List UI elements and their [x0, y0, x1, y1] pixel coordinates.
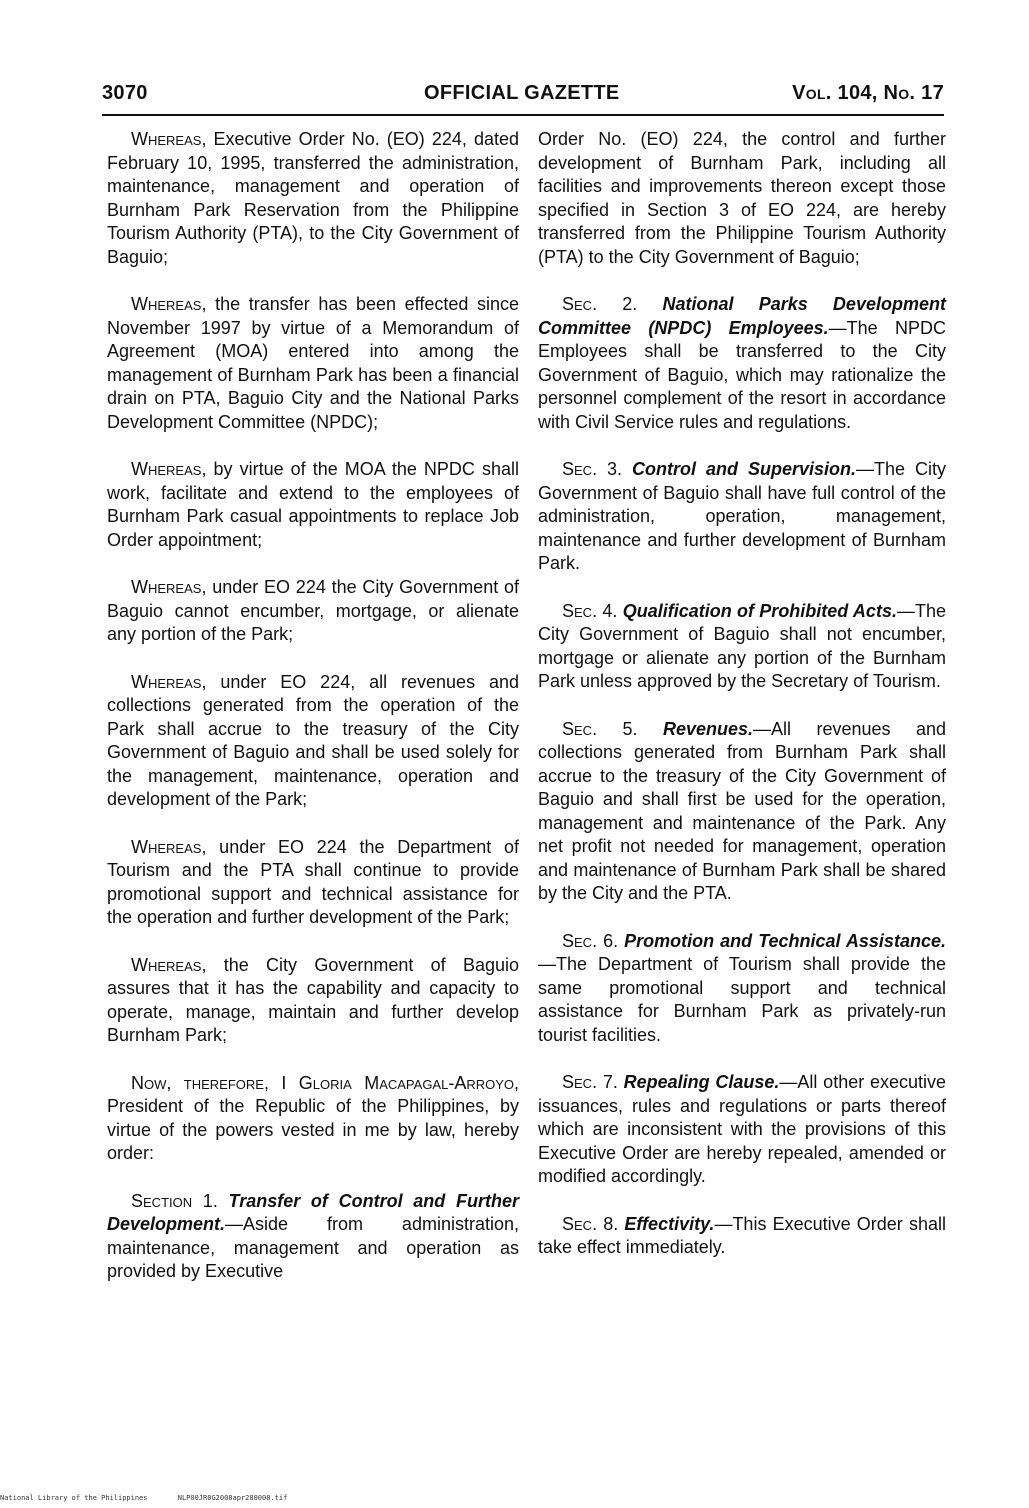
section-title: Effectivity.: [624, 1213, 715, 1234]
section-8: [538, 1213, 946, 1260]
clause-lead: Whereas,: [131, 954, 207, 975]
section-label: Sec. 3.: [562, 459, 623, 479]
whereas-clause-7: [107, 954, 519, 1048]
library-credit: National Library of the Philippines: [0, 1494, 148, 1502]
clause-lead: Whereas,: [131, 459, 207, 479]
whereas-clause-4: [107, 576, 519, 647]
section-text: —All revenues and collections generated from Burnham Park shall accrue to the treasury of the City Government of Baguio and shall first be used for the operation, management and maintenance of the Park. Any net profit not needed for management, operation and maintenance of Burnham Park shall be shared by the City and the PTA.: [538, 718, 946, 903]
publication-title: OFFICIAL GAZETTE: [424, 82, 620, 104]
section-title: Promotion and Technical Assistance.: [624, 930, 946, 951]
whereas-clause-5: [107, 671, 519, 812]
section-3: [538, 458, 946, 576]
section-text: —The City Government of Baguio shall have full control of the administration, operation, management, maintenance and further development of Burnham Park.: [538, 459, 946, 573]
section-text: —The Department of Tourism shall provide the same promotional support and technical assistance for Burnham Park as privately-run tourist facilities.: [538, 954, 946, 1045]
clause-lead: Whereas,: [131, 129, 207, 149]
clause-lead: Whereas,: [131, 294, 207, 314]
clause-text: under EO 224, all revenues and collections generated from the operation of the Park shall accrue to the treasury of the City Government of Baguio and shall be used solely for the management, maintenance, operation and development of the Park;: [107, 671, 519, 809]
section-2: [538, 293, 946, 434]
section-title: Qualification of Prohibited Acts.: [622, 600, 897, 621]
section-title: Transfer of Control and Further Development.: [107, 1190, 519, 1234]
clause-text: President of the Republic of the Philippines, by virtue of the powers vested in me by law, hereby order:: [107, 1096, 519, 1163]
clause-lead: Now, therefore, I Gloria Macapagal-Arroyo,: [131, 1072, 519, 1093]
section-title: Revenues.: [662, 718, 754, 739]
clause-text: under EO 224 the Department of Tourism and the PTA shall continue to provide promotional support and technical assistance for the operation and further development of the Park;: [107, 836, 519, 927]
clause-lead: Whereas,: [131, 836, 207, 857]
page-header: [102, 80, 944, 116]
section-5: [538, 718, 946, 906]
section-text: —The NPDC Employees shall be transferred to the City Government of Baguio, which may rationalize the personnel complement of the resort in accordance with Civil Service rules and regulations.: [538, 317, 946, 432]
section-label: Sec. 4.: [562, 600, 618, 621]
whereas-clause-3: [107, 458, 519, 552]
whereas-clause-2: [107, 293, 519, 434]
section-label: Sec. 2.: [562, 294, 638, 314]
section-label: Sec. 5.: [562, 718, 638, 739]
clause-text: by virtue of the MOA the NPDC shall work, facilitate and extend to the employees of Burnham Park casual appointments to replace Job Order appointment;: [107, 459, 519, 550]
section-4: [538, 600, 946, 694]
volume-info: Vol. 104, No. 17: [792, 82, 944, 104]
page-number: 3070: [102, 82, 148, 104]
section-1-continued: Order No. (EO) 224, the control and further development of Burnham Park, including all facilities and improvements thereon except those specified in Section 3 of EO 224, are hereby transferred from the Philippine Tourism Authority (PTA) to the City Government of Baguio;: [538, 129, 946, 267]
section-title: Control and Supervision.: [632, 459, 856, 479]
section-title: Repealing Clause.: [623, 1072, 780, 1092]
whereas-clause-1: [107, 128, 519, 269]
section-label: Sec. 6.: [562, 930, 619, 951]
section-label: Section 1.: [131, 1190, 218, 1211]
section-label: Sec. 7.: [562, 1072, 618, 1092]
section-text: —The City Government of Baguio shall not encumber, mortgage or alienate any portion of the Burnham Park unless approved by the Secretary of Tourism.: [538, 600, 946, 691]
section-text: —Aside from administration, maintenance, management and operation as provided by Executive: [107, 1214, 519, 1281]
scan-filename: NLP00JR0G2008apr280008.tif: [177, 1494, 288, 1502]
section-title: National Parks Development Committee (NPDC) Employees.: [538, 294, 946, 338]
scan-footer: [0, 1494, 313, 1502]
clause-text: the transfer has been effected since November 1997 by virtue of a Memorandum of Agreement (MOA) entered into among the management of Burnham Park has been a financial drain on PTA, Baguio City and the National Parks Development Committee (NPDC);: [107, 294, 519, 432]
order-clause: [107, 1072, 519, 1166]
right-column: [538, 128, 946, 1284]
section-text: —This Executive Order shall take effect immediately.: [538, 1213, 946, 1257]
section-7: [538, 1071, 946, 1189]
section-6: [538, 930, 946, 1048]
clause-lead: Whereas,: [131, 671, 207, 692]
clause-text: Executive Order No. (EO) 224, dated February 10, 1995, transferred the administration, maintenance, management and operation of Burnham Park Reservation from the Philippine Tourism Authority (PTA), to the City Government of Baguio;: [107, 129, 519, 267]
section-label: Sec. 8.: [562, 1213, 619, 1234]
section-1-start: [107, 1190, 519, 1284]
section-text: —All other executive issuances, rules and regulations or parts thereof which are inconsistent with the provisions of this Executive Order are hereby repealed, amended or modified accordingly.: [538, 1072, 946, 1186]
left-column: [107, 128, 519, 1308]
clause-text: the City Government of Baguio assures that it has the capability and capacity to operate, manage, maintain and further develop Burnham Park;: [107, 954, 519, 1045]
whereas-clause-6: [107, 836, 519, 930]
clause-lead: Whereas,: [131, 577, 207, 597]
clause-text: under EO 224 the City Government of Baguio cannot encumber, mortgage, or alienate any portion of the Park;: [107, 577, 519, 644]
